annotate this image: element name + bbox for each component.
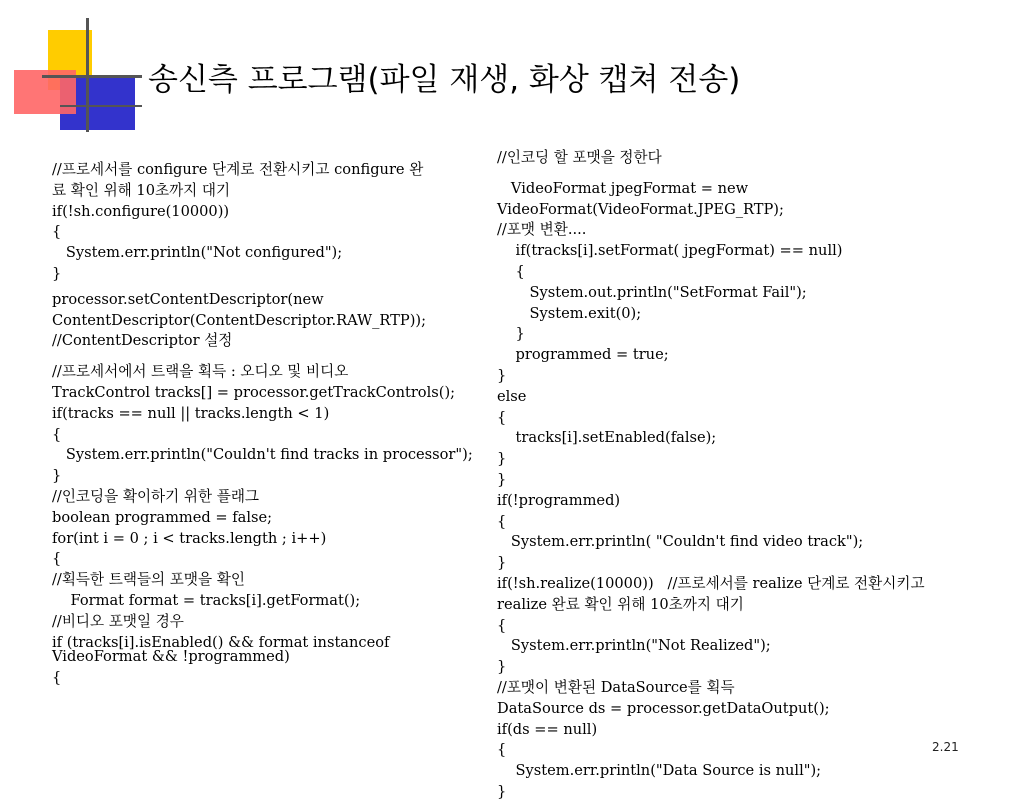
code-line: System.err.println("Not configured");: [52, 244, 343, 262]
code-line: //비디오 포맷일 경우: [52, 612, 184, 630]
code-line: {: [52, 669, 62, 687]
logo-horizontal-line: [42, 75, 142, 78]
page-number: 2.21: [932, 740, 959, 754]
code-line: }: [52, 467, 62, 485]
code-line: //인코딩 할 포맷을 정한다: [497, 149, 662, 166]
code-line: if (tracks[i].isEnabled() && format instanceof: [52, 633, 390, 651]
code-line: //인코딩을 확이하기 위한 플래그: [52, 487, 260, 505]
code-line: //프로세서를 configure 단계로 전환시키고 configure 완: [52, 161, 424, 178]
code-line: DataSource ds = processor.getDataOutput();: [497, 699, 830, 717]
code-line: System.err.println("Data Source is null");: [497, 762, 822, 780]
logo-vertical-line: [86, 18, 89, 132]
code-line: {: [52, 223, 62, 241]
code-line: System.err.println("Not Realized");: [497, 637, 771, 655]
code-line: processor.setContentDescriptor(new: [52, 290, 324, 308]
code-line: [52, 352, 472, 362]
code-column-left: [52, 160, 472, 689]
code-line: VideoFormat && !programmed): [52, 648, 290, 666]
code-line: Format format = tracks[i].getFormat();: [52, 591, 361, 609]
code-line: if(ds == null): [497, 720, 598, 738]
code-line: if(!programmed): [497, 491, 621, 509]
code-line: System.exit(0);: [497, 304, 642, 322]
logo-horizontal-line-2: [60, 105, 142, 107]
code-line: 료 확인 위해 10초까지 대기: [52, 181, 231, 199]
code-line: System.err.println( "Couldn't find video track");: [497, 533, 864, 551]
code-line: {: [52, 425, 62, 443]
code-line: if(!sh.configure(10000)): [52, 202, 230, 220]
code-line: else: [497, 387, 527, 405]
code-line: {: [497, 512, 507, 530]
code-line: {: [497, 262, 525, 280]
code-line: tracks[i].setEnabled(false);: [497, 429, 717, 447]
code-line: if(!sh.realize(10000)) //프로세서를 realize 단계로 전환시키고: [497, 574, 925, 592]
code-line: ContentDescriptor(ContentDescriptor.RAW_RTP));: [52, 311, 427, 329]
code-line: }: [52, 264, 62, 282]
code-line: {: [497, 616, 507, 634]
code-line: //포맷 변환....: [497, 221, 587, 239]
logo-white-block: [92, 26, 132, 78]
code-column-right: [497, 148, 967, 803]
code-line: System.err.println("Couldn't find tracks in processor");: [52, 446, 473, 464]
code-line: }: [497, 366, 507, 384]
code-line: {: [497, 741, 507, 759]
code-line: }: [497, 782, 507, 800]
code-line: VideoFormat(VideoFormat.JPEG_RTP);: [497, 200, 784, 218]
code-line: TrackControl tracks[] = processor.getTrackControls();: [52, 383, 456, 401]
code-line: //포맷이 변환된 DataSource를 획득: [497, 678, 735, 696]
code-line: System.out.println("SetFormat Fail");: [497, 283, 807, 301]
code-line: programmed = true;: [497, 346, 669, 364]
code-line: realize 완료 확인 위해 10초까지 대기: [497, 595, 744, 613]
code-line: }: [497, 450, 507, 468]
code-line: //ContentDescriptor 설정: [52, 332, 233, 350]
code-line: {: [52, 550, 62, 568]
code-line: for(int i = 0 ; i < tracks.length ; i++): [52, 529, 327, 547]
code-line: boolean programmed = false;: [52, 508, 273, 526]
code-line: [497, 169, 967, 179]
code-line: {: [497, 408, 507, 426]
code-line: }: [497, 470, 507, 488]
code-line: //프로세서에서 트랙을 획득 : 오디오 및 비디오: [52, 363, 349, 381]
code-line: //획득한 트랙들의 포맷을 확인: [52, 571, 245, 589]
code-line: VideoFormat jpegFormat = new: [497, 179, 749, 197]
code-line: }: [497, 325, 525, 343]
slide-title: 송신측 프로그램(파일 재생, 화상 캡쳐 전송): [148, 62, 741, 98]
code-line: }: [497, 658, 507, 676]
code-line: if(tracks[i].setFormat( jpegFormat) == null): [497, 242, 843, 260]
code-line: }: [497, 554, 507, 572]
code-line: if(tracks == null || tracks.length < 1): [52, 404, 330, 422]
